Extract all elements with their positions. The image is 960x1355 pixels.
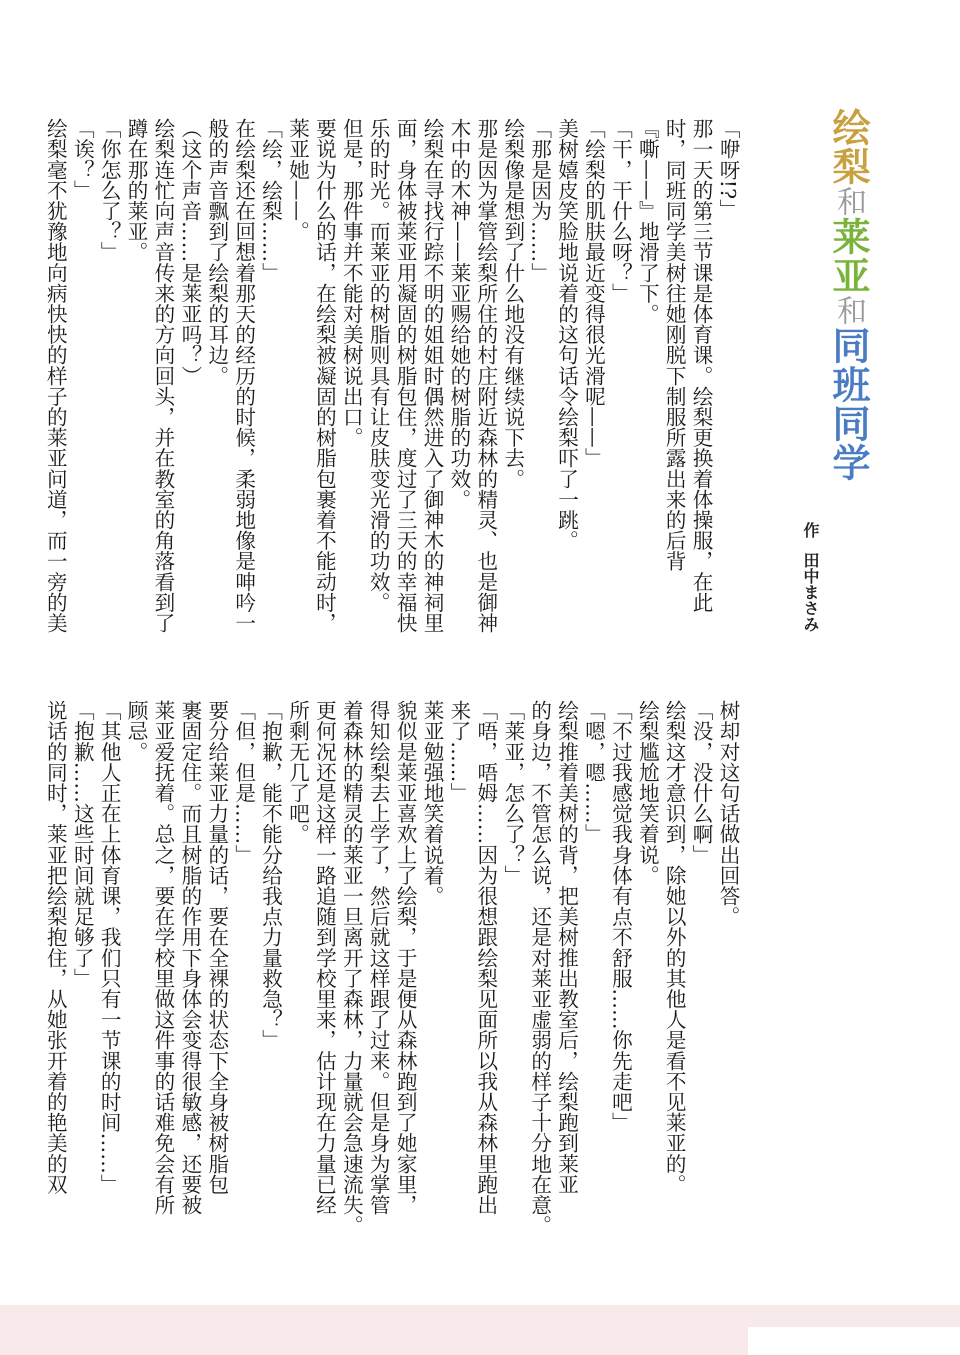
title-connector-1: 和 (831, 186, 866, 217)
text-line: 绘梨推着美树的背，把美树推出教室后，绘梨跑到莱亚 (554, 700, 579, 1195)
text-line: 莱亚勉强地笑着说着。 (420, 700, 445, 906)
text-line: 面，身体被莱亚用凝固的树脂包住，度过了三天的幸福快 (393, 118, 418, 633)
text-line: 的身边，不管怎么说，还是对莱亚虚弱的样子十分地在意。 (527, 700, 552, 1236)
text-line: 要分给莱亚力量的话，要在全裸的状态下全身被树脂包 (204, 700, 229, 1195)
text-line: 般的声音飘到了绘梨的耳边。 (204, 118, 229, 386)
author-credit (800, 522, 820, 632)
text-line: 「莱亚，怎么了？」 (500, 700, 525, 886)
text-line: 莱亚爱抚着。总之，要在学校里做这件事的话难免会有所 (150, 700, 175, 1215)
text-line: 「你怎么了？」 (97, 118, 122, 263)
text-line: 着森林的精灵的莱亚一旦离开了森林，力量就会急速流失。 (339, 700, 364, 1236)
story-title (826, 108, 870, 482)
text-line: 「诶？」 (70, 118, 95, 201)
text-line: 绘梨在寻找行踪不明的姐姐时偶然进入了御神木的神祠里 (420, 118, 445, 633)
text-column-lower (41, 700, 741, 1240)
text-line: 要说为什么的话，在绘梨被凝固的树脂包裹着不能动时， (312, 118, 337, 633)
author-prefix: 作 (801, 522, 820, 538)
text-line: 那一天的第三节课是体育课。绘梨更换着体操服，在此 (689, 118, 714, 613)
text-line: 顾忌。 (124, 700, 149, 762)
text-line: 在绘梨还在回想着那天的经历的时候，柔弱地像是呻吟一 (231, 118, 256, 633)
text-line: 蹲在那的莱亚。 (124, 118, 149, 263)
text-line: 那是因为掌管绘梨所住的村庄附近森林的精灵、也是御神 (473, 118, 498, 633)
text-line: 乐的时光。而莱亚的树脂则具有让皮肤变光滑的功效。 (366, 118, 391, 613)
text-line: 貌似是莱亚喜欢上了绘梨，于是便从森林跑到了她家里， (393, 700, 418, 1215)
text-line: 「干，干什么呀？」 (608, 118, 633, 304)
text-line: 树却对这句话做出回答。 (716, 700, 740, 927)
text-line: 「嗯，嗯……」 (581, 700, 606, 845)
footer-band-notch (748, 1327, 960, 1355)
text-line: 美树嬉皮笑脸地说着的这句话令绘梨吓了一跳。 (554, 118, 579, 551)
text-line: 「但，但是……」 (231, 700, 256, 865)
text-line: 绘梨毫不犹豫地向病快快的样子的莱亚问道，而一旁的美 (43, 118, 68, 633)
title-part-eri: 绘梨 (826, 108, 870, 186)
text-line: 「抱歉……这些时间就足够了」 (70, 700, 95, 989)
text-line: 「那是因为……」 (527, 118, 552, 283)
text-line: 「其他人正在上体育课，我们只有一节课的时间……」 (97, 700, 122, 1195)
text-line: 「没，没什么啊」 (689, 700, 714, 865)
text-line: 但是，那件事并不能对美树说出口。 (339, 118, 364, 448)
title-part-classmate: 同班同学 (826, 326, 870, 482)
text-line: 「绘，绘梨……」 (258, 118, 283, 283)
text-line: 「不过我感觉我身体有点不舒服……你先走吧」 (608, 700, 633, 1133)
text-line: 更何况还是这样一路追随到学校里来，估计现在力量已经 (312, 700, 337, 1215)
text-line: 时，同班同学美树往她刚脱下制服所露出来的后背 (662, 118, 687, 572)
text-line: 得知绘梨去上学了，然后就这样跟了过来。但是身为掌管 (366, 700, 391, 1215)
text-line: 绘梨像是想到了什么地没有继续说下去。 (500, 118, 525, 489)
text-line: 木中的木神——莱亚赐给她的树脂的功效。 (446, 118, 471, 510)
text-line: 「唔，唔姆……因为很想跟绘梨见面所以我从森林里跑出 (473, 700, 498, 1215)
text-line: 「咿呀!?」 (716, 118, 740, 220)
text-line: （这个声音……是莱亚吗？） (177, 118, 202, 386)
author-name: 田中まさみ (801, 552, 820, 632)
text-line: 「抱歉，能不能分给我点力量救急？」 (258, 700, 283, 1051)
title-connector-2: 和 (831, 295, 866, 326)
text-line: 「绘梨的肌肤最近变得很光滑呢——」 (581, 118, 606, 469)
text-line: 莱亚她——。 (285, 118, 310, 242)
text-line: 说话的同时，莱亚把绘梨抱住，从她张开着的艳美的双 (43, 700, 68, 1195)
text-line: 裹固定住。而且树脂的作用下身体会变得很敏感，还要被 (177, 700, 202, 1215)
title-part-leah: 莱亚 (826, 217, 870, 295)
text-line: 绘梨连忙向声音传来的方向回头，并在教室的角落看到了 (150, 118, 175, 633)
text-line: 绘梨这才意识到，除她以外的其他人是看不见莱亚的。 (662, 700, 687, 1195)
text-line: 绘梨尴尬地笑着说。 (635, 700, 660, 886)
text-column-upper (41, 118, 741, 658)
text-line: 来了……」 (446, 700, 471, 803)
text-line: 所剩无几了吧。 (285, 700, 310, 845)
text-line: 『嘶——』地滑了下。 (635, 118, 660, 324)
